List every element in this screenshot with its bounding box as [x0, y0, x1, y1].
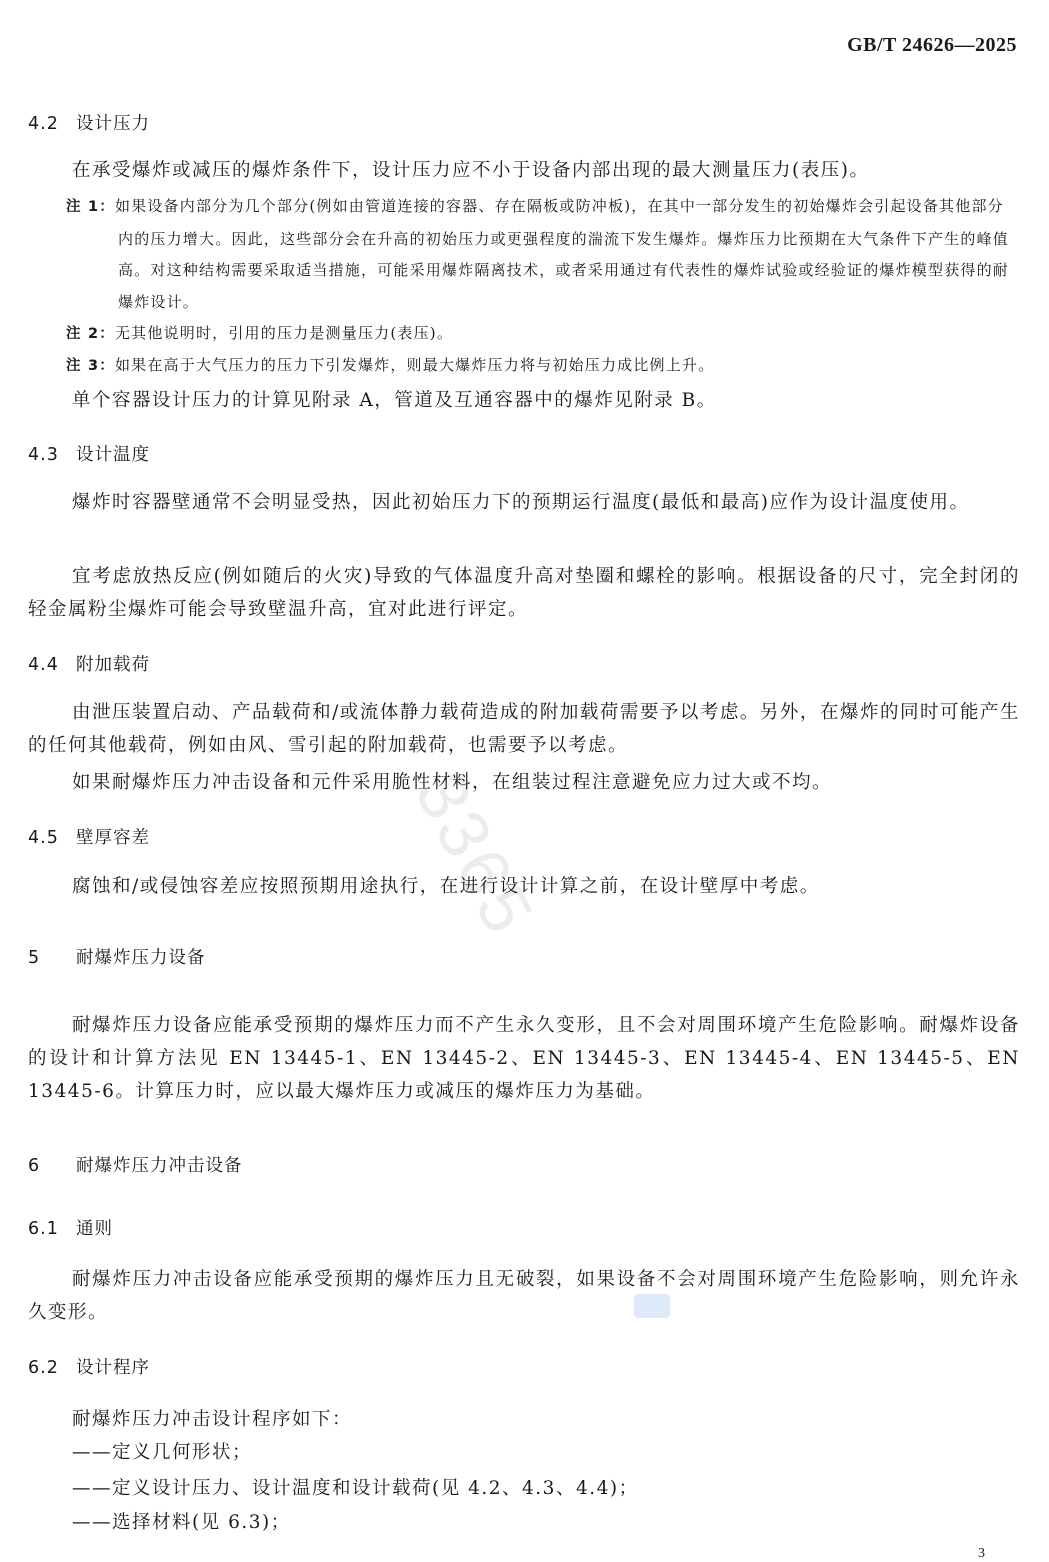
heading-title: 通则	[76, 1219, 113, 1239]
list-item: ——定义设计压力、设计温度和设计载荷(见 4.2、4.3、4.4)；	[72, 1478, 639, 1499]
heading-title: 设计程序	[76, 1358, 150, 1378]
heading-6-2	[28, 1354, 150, 1379]
note-3	[66, 350, 1020, 383]
heading-6	[28, 1152, 243, 1177]
list-item: ——选择材料(见 6.3)；	[72, 1512, 291, 1533]
list-item: ——定义几何形状；	[72, 1442, 253, 1463]
paragraph: 如果耐爆炸压力冲击设备和元件采用脆性材料，在组装过程注意避免应力过大或不均。	[72, 772, 833, 793]
standard-number: GB/T 24626—2025	[847, 34, 1017, 56]
heading-4-5	[28, 824, 150, 849]
heading-number: 6.2	[28, 1358, 59, 1378]
note-text: 无其他说明时，引用的压力是测量压力(表压)。	[114, 324, 454, 342]
heading-4-3	[28, 441, 150, 466]
heading-title: 附加载荷	[76, 655, 150, 675]
heading-title: 耐爆炸压力冲击设备	[76, 1156, 243, 1176]
note-tag: 注 3：	[66, 358, 115, 374]
page-number: 3	[978, 1546, 985, 1561]
heading-number: 6.1	[28, 1219, 59, 1239]
heading-number: 4.5	[28, 828, 59, 848]
heading-number: 4.3	[28, 445, 59, 465]
paragraph: 由泄压装置启动、产品载荷和/或流体静力载荷造成的附加载荷需要予以考虑。另外，在爆炸的同时可能产生的任何其他载荷，例如由风、雪引起的附加载荷，也需要予以考虑。	[28, 702, 1020, 756]
heading-title: 壁厚容差	[76, 828, 150, 848]
paragraph: 单个容器设计压力的计算见附录 A，管道及互通容器中的爆炸见附录 B。	[72, 390, 717, 411]
note-text: 如果在高于大气压力的压力下引发爆炸，则最大爆炸压力将与初始压力成比例上升。	[114, 356, 715, 374]
note-tag: 注 1：	[66, 199, 115, 215]
heading-number: 4.2	[28, 114, 59, 134]
heading-number: 6	[28, 1156, 41, 1176]
heading-4-4	[28, 651, 150, 676]
paragraph: 宜考虑放热反应(例如随后的火灾)导致的气体温度升高对垫圈和螺栓的影响。根据设备的尺寸，完全封闭的轻金属粉尘爆炸可能会导致壁温升高，宜对此进行评定。	[28, 566, 1020, 620]
heading-title: 设计压力	[76, 114, 150, 134]
paragraph: 爆炸时容器壁通常不会明显受热，因此初始压力下的预期运行温度(最低和最高)应作为设计温度使用。	[72, 492, 970, 513]
note-1	[66, 191, 1020, 318]
paragraph: 在承受爆炸或减压的爆炸条件下，设计压力应不小于设备内部出现的最大测量压力(表压)。	[72, 160, 870, 181]
note-tag: 注 2：	[66, 326, 115, 342]
note-text: 如果设备内部分为几个部分(例如由管道连接的容器、存在隔板或防冲板)，在其中一部分发生的初始爆炸会引起设备其他部分内的压力增大。因此，这些部分会在升高的初始压力或更强程度的湍流下发生爆炸。爆炸压力比预期在大气条件下产生的峰值高。对这种结构需要采取适当措施，可能采用爆炸隔离技术，或者采用通过有代表性的爆炸试验或经验证的爆炸模型获得的耐爆炸设计。	[114, 197, 1010, 311]
watermark: 3365	[400, 760, 550, 949]
heading-5	[28, 944, 206, 969]
paragraph: 腐蚀和/或侵蚀容差应按照预期用途执行，在进行设计计算之前，在设计壁厚中考虑。	[72, 876, 820, 897]
paragraph: 耐爆炸压力冲击设备应能承受预期的爆炸压力且无破裂，如果设备不会对周围环境产生危险影响，则允许永久变形。	[28, 1269, 1020, 1323]
heading-6-1	[28, 1215, 113, 1240]
paragraph: 耐爆炸压力冲击设计程序如下：	[72, 1409, 353, 1430]
heading-title: 设计温度	[76, 445, 150, 465]
heading-4-2	[28, 110, 150, 135]
note-2	[66, 318, 1020, 351]
heading-number: 4.4	[28, 655, 59, 675]
paragraph: 耐爆炸压力设备应能承受预期的爆炸压力而不产生永久变形，且不会对周围环境产生危险影响。耐爆炸设备的设计和计算方法见 EN 13445-1、EN 13445-2、EN 13445-3、EN 13445-4、EN 13445-5、EN 13445-6。计算压力时，应以最大爆炸压力或减压的爆炸压力为基础。	[28, 1015, 1020, 1102]
heading-title: 耐爆炸压力设备	[76, 948, 206, 968]
heading-number: 5	[28, 948, 41, 968]
